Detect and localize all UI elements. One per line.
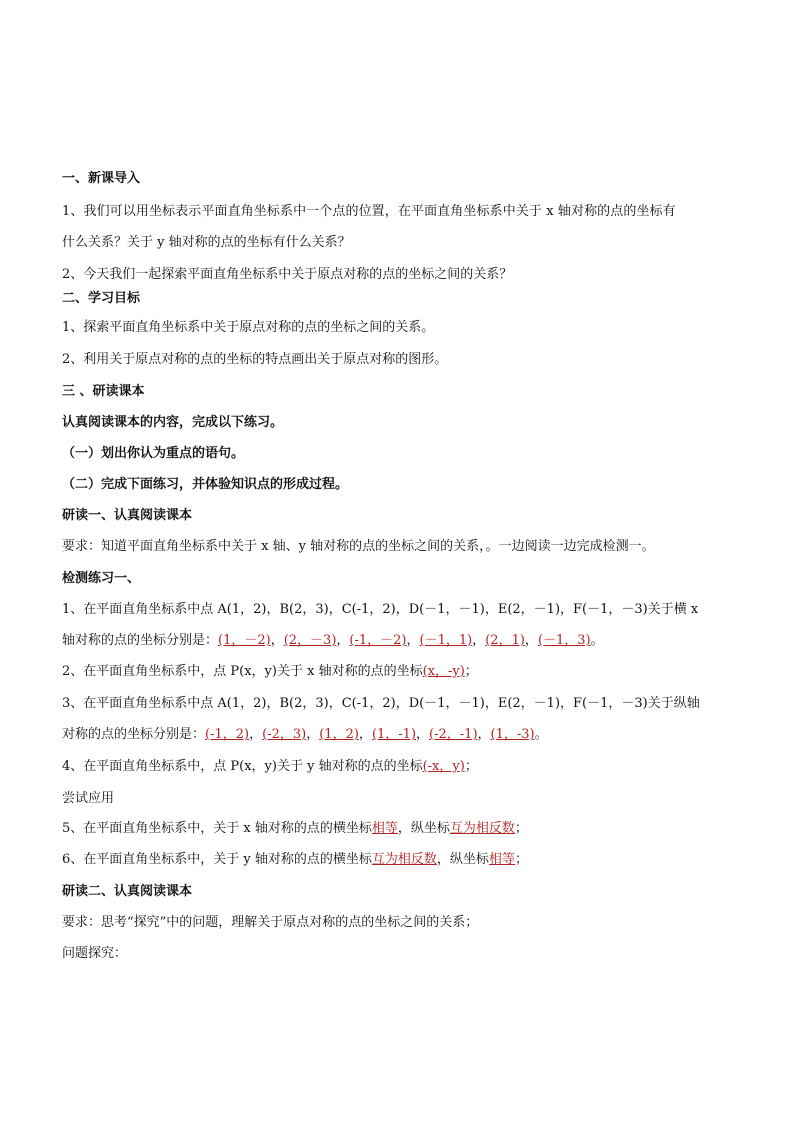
end-mark: ； (464, 759, 478, 774)
answer-3-b: (-2，3) (262, 727, 307, 742)
answer-3-a: (-1，2) (205, 727, 250, 742)
separator: ， (270, 633, 284, 648)
end-mark: 。 (534, 727, 548, 742)
answer-5-b: 互为相反数 (449, 821, 515, 836)
answer-4: (-x，y) (422, 759, 465, 774)
section-title-intro: 一、新课导入 (62, 171, 141, 186)
question-5-text-a: 5、在平面直角坐标系中，关于 x 轴对称的点的横坐标 (62, 821, 372, 836)
question-2-text: 2、在平面直角坐标系中，点 P(x，y)关于 x 轴对称的点的坐标 (62, 664, 423, 679)
answer-1-e: (2，1) (485, 633, 525, 648)
intro-item-1-line-2: 什么关系？关于 y 轴对称的点的坐标有什么关系？ (62, 235, 351, 250)
check-1-title: 检测练习一、 (62, 571, 141, 586)
end-mark: ； (464, 664, 478, 679)
end-mark: ； (514, 821, 528, 836)
study-2-requirement: 要求：思考“探究”中的问题，理解关于原点对称的点的坐标之间的关系； (62, 915, 479, 930)
question-6 (62, 852, 528, 868)
question-3-line-2 (62, 727, 548, 743)
question-3-line-1: 3、在平面直角坐标系中点 A(1，2)，B(2，3)，C(-1，2)，D(－1，－1)，E(2，－1)，F(－1，－3)关于纵轴 (62, 696, 700, 711)
separator: ， (306, 727, 320, 742)
section-title-goals: 二、学习目标 (62, 291, 141, 306)
separator: ， (524, 633, 538, 648)
answer-1-c: (-1，－2) (349, 633, 407, 648)
separator: ， (406, 633, 420, 648)
sub-task-2: （二）完成下面练习，并体验知识点的形成过程。 (62, 477, 349, 492)
question-5 (62, 821, 528, 837)
question-2 (62, 664, 478, 680)
answer-5-a: 相等 (371, 821, 398, 836)
try-application-title: 尝试应用 (62, 791, 115, 806)
answer-3-d: (1，-1) (371, 727, 417, 742)
end-mark: ； (514, 852, 528, 867)
goal-item-1: 1、探索平面直角坐标系中关于原点对称的点的坐标之间的关系。 (62, 320, 435, 335)
answer-1-a: (1，－2) (218, 633, 271, 648)
problem-explore-label: 问题探究： (62, 946, 128, 961)
question-6-text-b: ，纵坐标 (436, 852, 489, 867)
end-mark: 。 (590, 633, 604, 648)
study-2-title: 研读二、认真阅读课本 (62, 884, 193, 899)
question-1-prefix: 轴对称的点的坐标分别是： (62, 633, 219, 648)
answer-1-f: (－1，3) (537, 633, 591, 648)
separator: ， (472, 633, 486, 648)
section-title-reading: 三 、研读课本 (62, 384, 145, 399)
question-5-text-b: ，纵坐标 (397, 821, 450, 836)
separator: ， (358, 727, 372, 742)
separator: ， (249, 727, 263, 742)
study-1-title: 研读一、认真阅读课本 (62, 508, 193, 523)
answer-2: (x，-y) (422, 664, 465, 679)
intro-item-1-line-1: 1、我们可以用坐标表示平面直角坐标系中一个点的位置，在平面直角坐标系中关于 x 轴对称的点的坐标有 (62, 204, 676, 219)
question-1-line-1: 1、在平面直角坐标系中点 A(1，2)，B(2，3)，C(-1，2)，D(－1，－1)，E(2，－1)，F(－1，－3)关于横 x (62, 602, 699, 617)
question-4-text: 4、在平面直角坐标系中，点 P(x，y)关于 y 轴对称的点的坐标 (62, 759, 423, 774)
question-6-text-a: 6、在平面直角坐标系中，关于 y 轴对称的点的横坐标 (62, 852, 372, 867)
separator: ， (336, 633, 350, 648)
answer-3-c: (1，2) (319, 727, 359, 742)
separator: ， (477, 727, 491, 742)
answer-1-d: (－1，1) (419, 633, 473, 648)
answer-3-f: (1，-3) (490, 727, 535, 742)
separator: ， (416, 727, 430, 742)
answer-6-b: 相等 (488, 852, 515, 867)
goal-item-2: 2、利用关于原点对称的点的坐标的特点画出关于原点对称的图形。 (62, 352, 448, 367)
intro-item-2: 2、今天我们一起探索平面直角坐标系中关于原点对称的点的坐标之间的关系？ (62, 267, 513, 282)
question-1-line-2 (62, 633, 604, 649)
question-3-prefix: 对称的点的坐标分别是： (62, 727, 206, 742)
answer-3-e: (-2，-1) (429, 727, 478, 742)
study-1-requirement: 要求：知道平面直角坐标系中关于 x 轴、y 轴对称的点的坐标之间的关系，。一边阅读一边完成检测一。 (62, 539, 655, 554)
question-4 (62, 759, 478, 775)
reading-instruction: 认真阅读课本的内容，完成以下练习。 (62, 415, 284, 430)
answer-1-b: (2，－3) (283, 633, 337, 648)
sub-task-1: （一）划出你认为重点的语句。 (62, 446, 245, 461)
answer-6-a: 互为相反数 (371, 852, 437, 867)
